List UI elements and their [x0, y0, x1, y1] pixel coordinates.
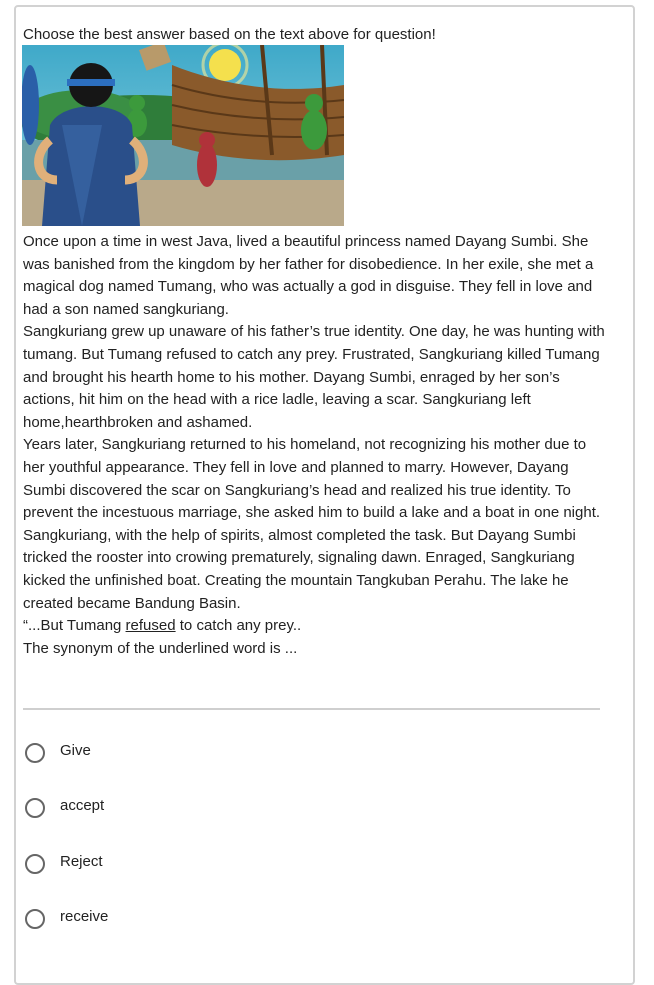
question-instruction: Choose the best answer based on the text above for question!: [23, 26, 436, 43]
story-illustration: [22, 45, 344, 226]
quote-prefix: “...But Tumang: [23, 617, 126, 635]
option-label: receive: [60, 908, 109, 925]
radio-unchecked-icon[interactable]: [25, 909, 45, 929]
option-label: Reject: [60, 853, 103, 870]
answer-option-reject[interactable]: [25, 852, 325, 882]
radio-unchecked-icon[interactable]: [25, 743, 45, 763]
option-label: Give: [60, 742, 91, 759]
section-divider: [23, 708, 600, 710]
answer-option-give[interactable]: [25, 741, 325, 771]
option-label: accept: [60, 797, 105, 814]
passage-paragraph: Sangkuriang grew up unaware of his father’s true identity. One day, he was hunting with tumang. But Tumang refused to catch any prey. Frustrated, Sangkuriang killed Tumang and brought his hearth home to his mother. Dayang Sumbi, enraged by her son’s actions, hit him on the head with a rice ladle, leaving a scar. Sangkuriang left home,hearthbroken and ashamed.: [23, 323, 605, 431]
radio-unchecked-icon[interactable]: [25, 854, 45, 874]
story-passage: [23, 231, 607, 660]
radio-unchecked-icon[interactable]: [25, 798, 45, 818]
underlined-word: refused: [125, 617, 176, 635]
passage-paragraph: Once upon a time in west Java, lived a beautiful princess named Dayang Sumbi. She was banished from the kingdom by her father for disobedience. In her exile, she met a magical dog named Tumang, who was actually a god in disguise. They fell in love and had a son named sangkuriang.: [23, 233, 594, 318]
passage-paragraph: Years later, Sangkuriang returned to his homeland, not recognizing his mother due to her youthful appearance. They fell in love and planned to marry. However, Dayang Sumbi discovered the scar on Sangkuriang’s head and realized his true identity. To prevent the incestuous marriage, she asked him to build a lake and a boat in one night.: [23, 436, 601, 522]
answer-option-accept[interactable]: [25, 796, 325, 826]
answer-option-receive[interactable]: [25, 907, 325, 937]
question-prompt: The synonym of the underlined word is ...: [23, 639, 298, 657]
quote-suffix: to catch any prey..: [175, 617, 302, 635]
quoted-sentence: [23, 615, 607, 638]
passage-paragraph: Sangkuriang, with the help of spirits, almost completed the task. But Dayang Sumbi tricked the rooster into crowing prematurely, signaling dawn. Enraged, Sangkuriang kicked the unfinished boat. Creating the mountain Tangkuban Perahu. The lake he created became Bandung Basin.: [23, 526, 576, 612]
